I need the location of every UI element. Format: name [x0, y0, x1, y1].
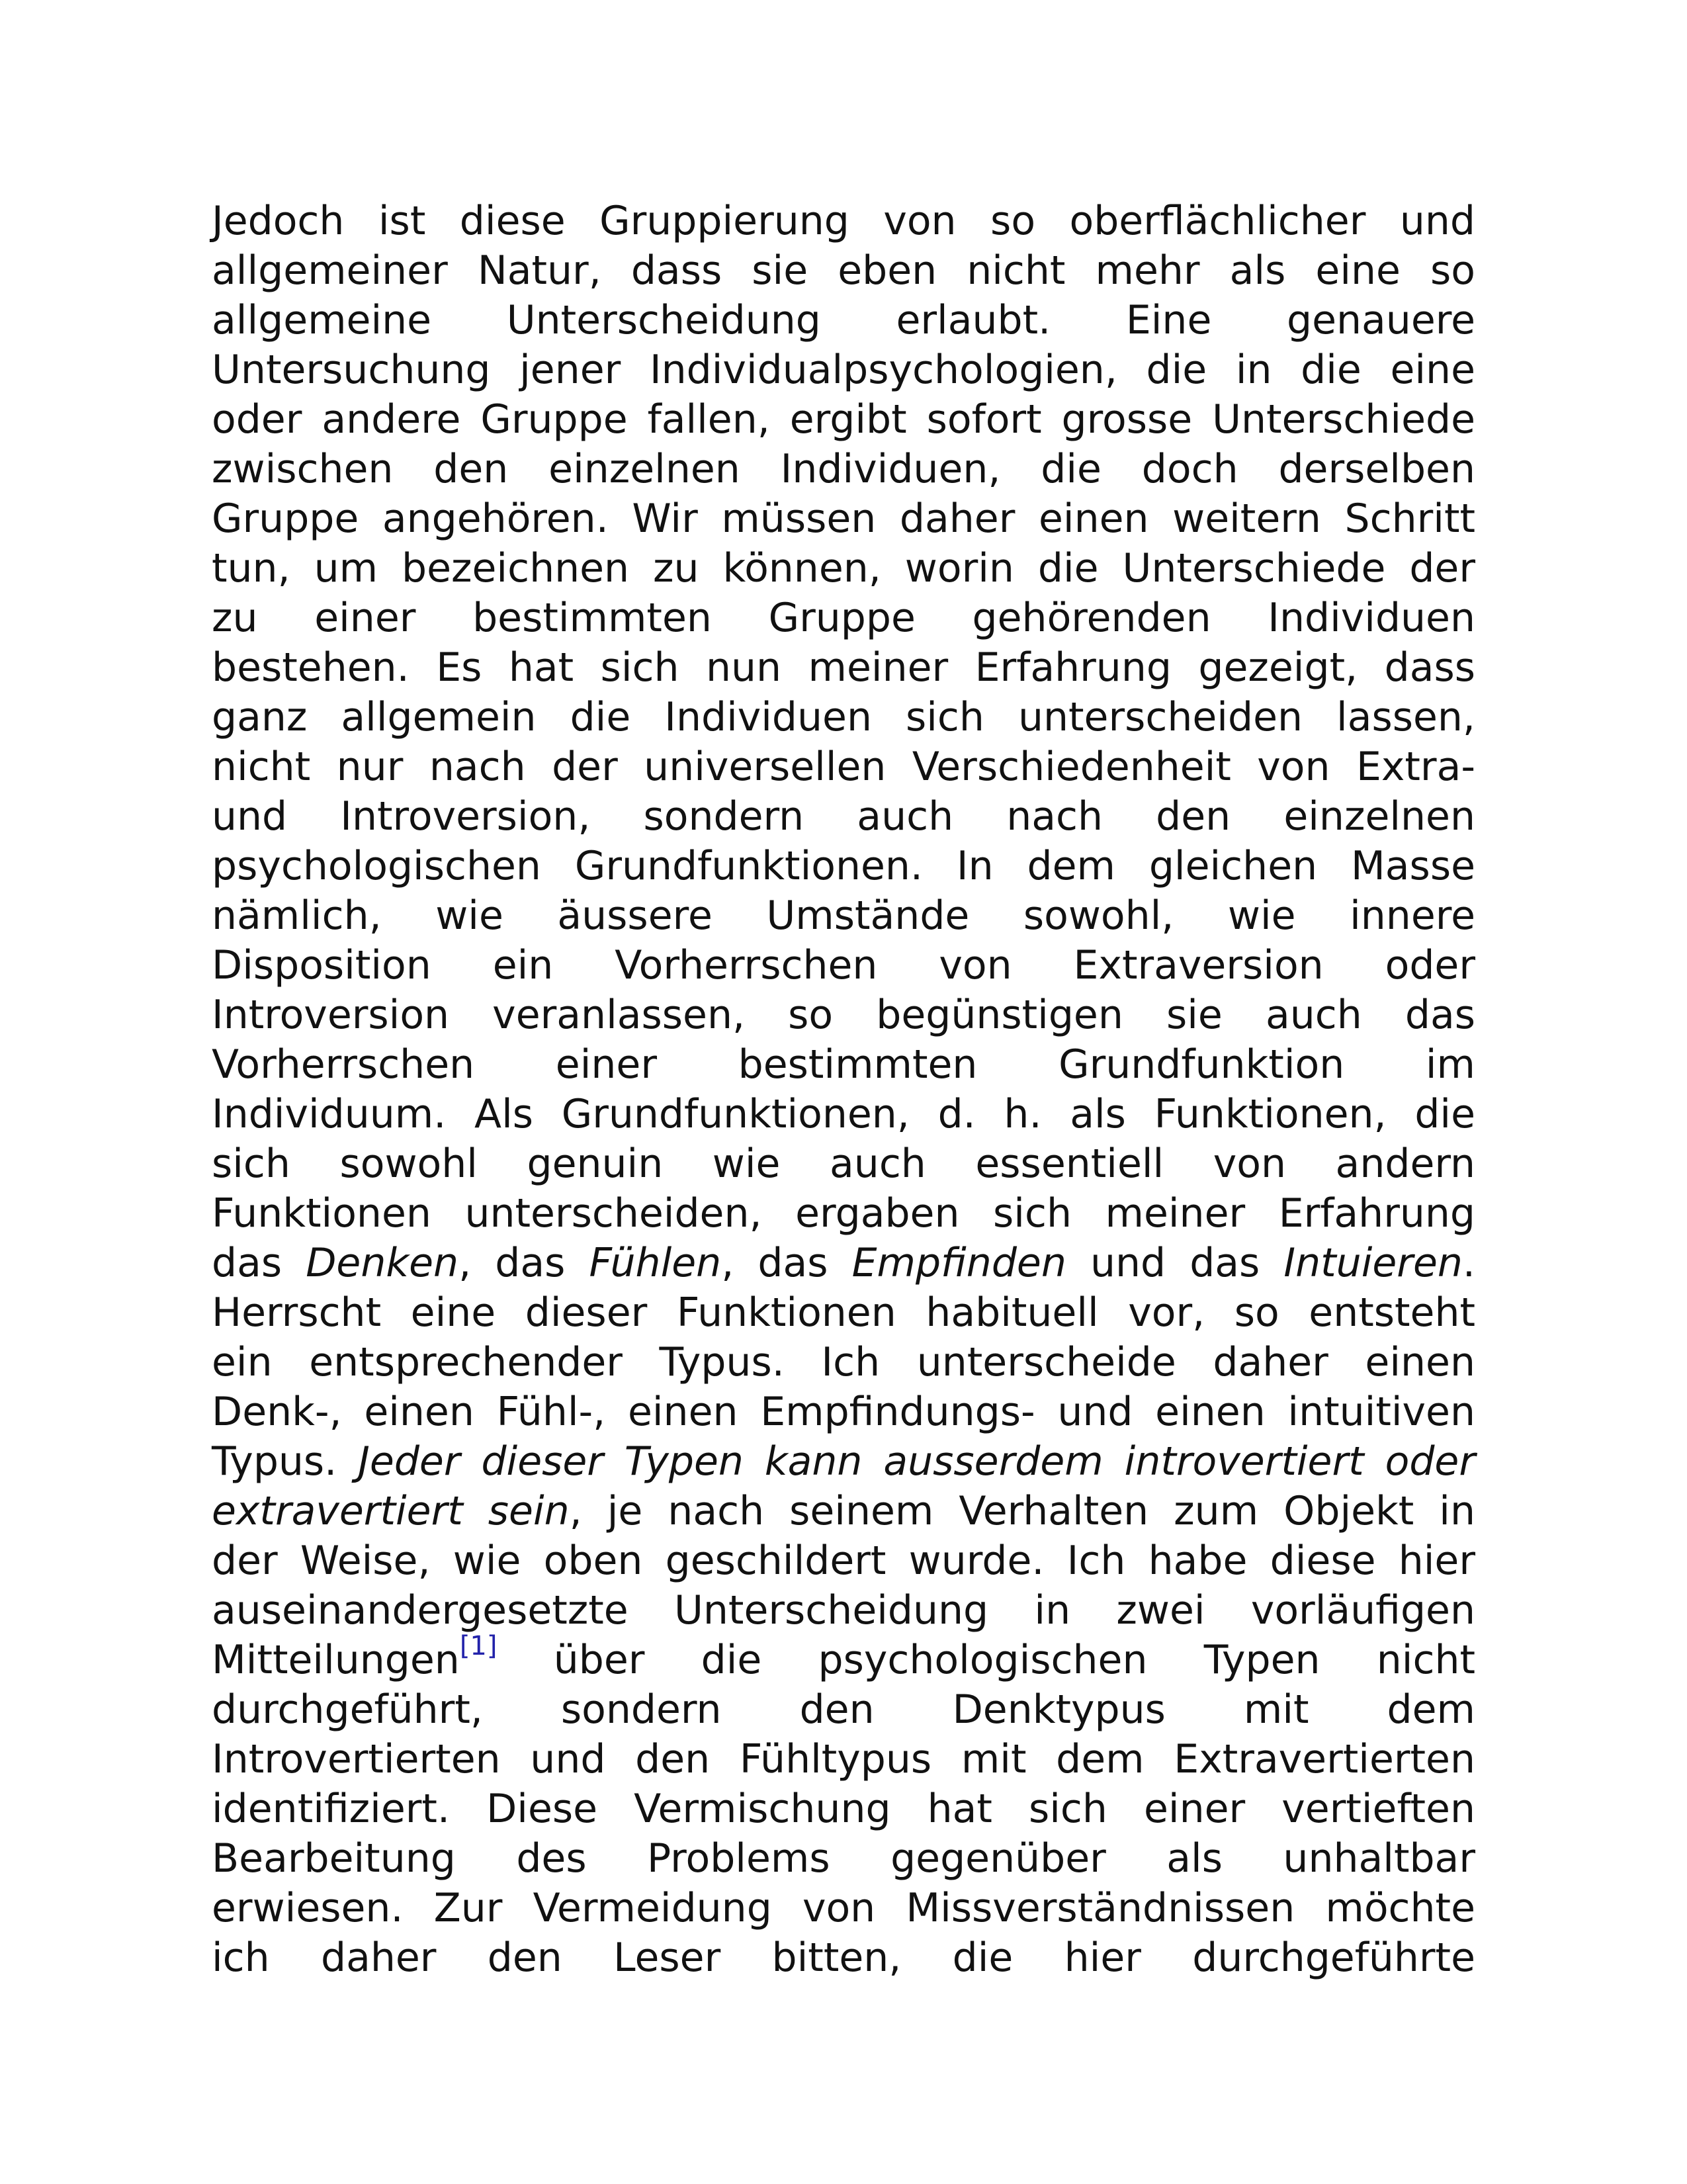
text-line	[212, 395, 1475, 445]
text-line	[212, 345, 1475, 395]
text-line	[212, 593, 1475, 643]
text-segment: und das	[1066, 1240, 1284, 1286]
text-line	[212, 445, 1475, 494]
text-segment: psychologischen Grundfunktionen. In dem gleichen Masse	[212, 843, 1475, 889]
body-paragraph	[212, 197, 1475, 1983]
emphasis-text: extravertiert sein	[212, 1488, 570, 1534]
text-segment: , das	[458, 1240, 589, 1286]
text-segment: Funktionen unterscheiden, ergaben sich meiner Erfahrung	[212, 1190, 1475, 1237]
emphasis-text: Empfinden	[851, 1240, 1066, 1286]
text-segment: allgemeiner Natur, dass sie eben nicht mehr als eine so	[212, 247, 1475, 294]
text-line	[212, 1631, 1475, 1685]
text-line	[212, 1239, 1475, 1288]
text-segment: Disposition ein Vorherrschen von Extraversion oder	[212, 942, 1475, 988]
text-line	[212, 693, 1475, 742]
text-segment: Individuum. Als Grundfunktionen, d. h. als Funktionen, die	[212, 1091, 1475, 1137]
text-segment: auseinandergesetzte Unterscheidung in zwei vorläufigen	[212, 1587, 1475, 1634]
emphasis-text: Jeder dieser Typen kann ausserdem introvertiert oder	[358, 1438, 1475, 1485]
text-segment: Gruppe angehören. Wir müssen daher einen weitern Schritt	[212, 496, 1475, 542]
text-line	[212, 544, 1475, 593]
text-line	[212, 1685, 1475, 1735]
text-segment: Mitteilungen	[212, 1637, 460, 1683]
text-segment: Untersuchung jener Individualpsychologien, die in die eine	[212, 347, 1475, 393]
text-line	[212, 643, 1475, 693]
text-segment: .	[1462, 1240, 1475, 1286]
text-line	[212, 1338, 1475, 1387]
text-line	[212, 1139, 1475, 1189]
text-segment: erwiesen. Zur Vermeidung von Missverständnissen möchte	[212, 1885, 1475, 1931]
text-segment: , je nach seinem Verhalten zum Objekt in	[569, 1488, 1476, 1534]
text-segment: Introversion veranlassen, so begünstigen sie auch das	[212, 992, 1475, 1038]
text-segment: nicht nur nach der universellen Verschiedenheit von Extra-	[212, 744, 1475, 790]
text-line	[212, 792, 1475, 842]
text-segment: zu einer bestimmten Gruppe gehörenden Individuen	[212, 595, 1475, 641]
text-segment: Denk-, einen Fühl-, einen Empfindungs- und einen intuitiven	[212, 1389, 1475, 1435]
text-line	[212, 197, 1475, 246]
text-line	[212, 1735, 1475, 1784]
text-line	[212, 842, 1475, 891]
text-line	[212, 246, 1475, 296]
text-segment: und Introversion, sondern auch nach den einzelnen	[212, 793, 1475, 840]
text-segment: allgemeine Unterscheidung erlaubt. Eine genauere	[212, 297, 1475, 343]
text-segment: Herrscht eine dieser Funktionen habituell vor, so entsteht	[212, 1289, 1475, 1336]
text-line	[212, 1536, 1475, 1586]
text-segment: identifiziert. Diese Vermischung hat sich einer vertieften	[212, 1786, 1475, 1832]
text-segment: , das	[721, 1240, 852, 1286]
text-line	[212, 1189, 1475, 1239]
text-line	[212, 1586, 1475, 1636]
text-line	[212, 1437, 1475, 1487]
text-segment: ich daher den Leser bitten, die hier durchgeführte	[212, 1935, 1475, 1981]
text-line	[212, 1040, 1475, 1090]
text-line	[212, 1834, 1475, 1884]
text-line	[212, 891, 1475, 941]
text-segment: Jedoch ist diese Gruppierung von so oberflächlicher und	[212, 198, 1475, 244]
text-line	[212, 1884, 1475, 1933]
text-segment: durchgeführt, sondern den Denktypus mit dem	[212, 1686, 1475, 1733]
text-line	[212, 1387, 1475, 1437]
text-line	[212, 990, 1475, 1040]
text-line	[212, 941, 1475, 990]
text-segment: über die psychologischen Typen nicht	[497, 1637, 1475, 1683]
text-line	[212, 494, 1475, 544]
text-line	[212, 1090, 1475, 1139]
text-line	[212, 296, 1475, 345]
text-segment: Bearbeitung des Problems gegenüber als unhaltbar	[212, 1835, 1475, 1882]
text-segment: bestehen. Es hat sich nun meiner Erfahrung gezeigt, dass	[212, 644, 1475, 691]
text-segment: der Weise, wie oben geschildert wurde. Ich habe diese hier	[212, 1538, 1475, 1584]
text-segment: Introvertierten und den Fühltypus mit dem Extravertierten	[212, 1736, 1475, 1782]
text-segment: nämlich, wie äussere Umstände sowohl, wie innere	[212, 893, 1475, 939]
text-segment: tun, um bezeichnen zu können, worin die Unterschiede der	[212, 545, 1475, 591]
text-segment: sich sowohl genuin wie auch essentiell von andern	[212, 1141, 1475, 1187]
text-segment: ein entsprechender Typus. Ich unterscheide daher einen	[212, 1339, 1475, 1385]
emphasis-text: Denken	[306, 1240, 459, 1286]
text-segment: Typus.	[212, 1438, 359, 1485]
text-segment: zwischen den einzelnen Individuen, die doch derselben	[212, 446, 1475, 492]
footnote-link[interactable]: [1]	[459, 1631, 497, 1661]
text-line	[212, 1933, 1475, 1983]
text-line	[212, 1784, 1475, 1834]
text-line	[212, 1288, 1475, 1338]
text-line	[212, 742, 1475, 792]
text-line	[212, 1487, 1475, 1536]
text-segment: oder andere Gruppe fallen, ergibt sofort grosse Unterschiede	[212, 396, 1475, 443]
emphasis-text: Fühlen	[589, 1240, 722, 1286]
text-segment: Vorherrschen einer bestimmten Grundfunktion im	[212, 1041, 1475, 1088]
emphasis-text: Intuieren	[1283, 1240, 1463, 1286]
text-segment: ganz allgemein die Individuen sich unterscheiden lassen,	[212, 694, 1475, 740]
text-segment: das	[212, 1240, 306, 1286]
